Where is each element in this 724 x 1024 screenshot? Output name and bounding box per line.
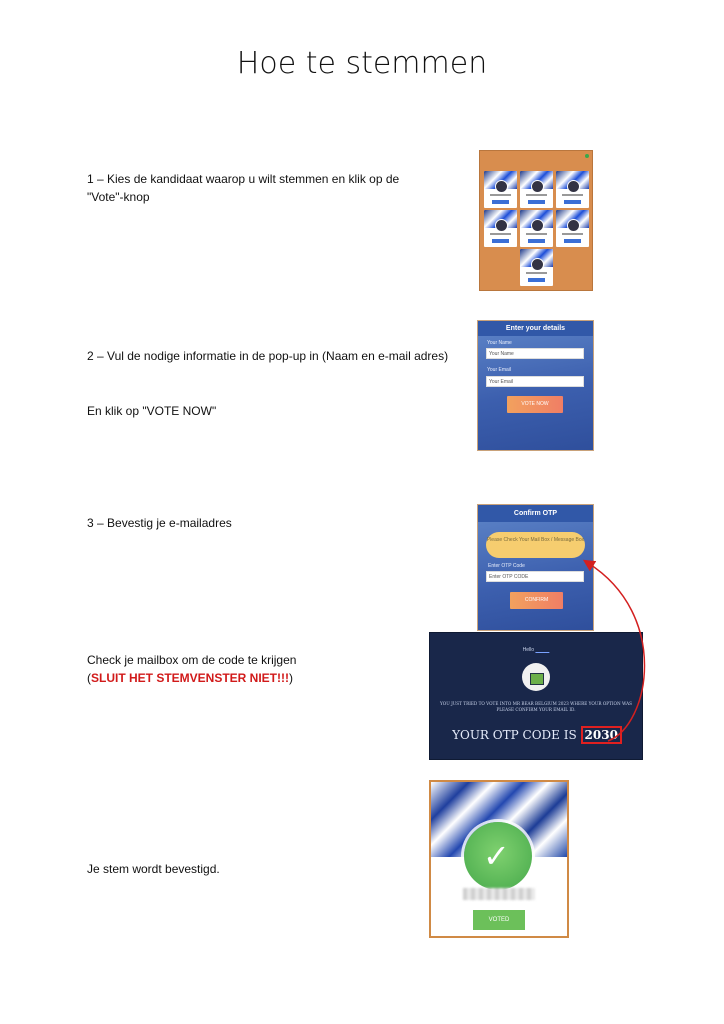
details-form-screenshot: [477, 320, 594, 451]
email-label: Your Email: [487, 367, 511, 373]
page-title: Hoe te stemmen: [236, 46, 488, 81]
step-1-line-2: "Vote"-knop: [87, 190, 150, 204]
step-4-text: [87, 651, 417, 687]
candidate-card: [556, 171, 589, 208]
candidate-card: [520, 171, 553, 208]
candidate-grid-screenshot: [479, 150, 593, 291]
vote-now-button[interactable]: VOTE NOW: [507, 396, 563, 413]
candidate-card: [520, 210, 553, 247]
step-1-text: [87, 170, 457, 206]
vote-confirmed-screenshot: [429, 780, 569, 938]
otp-code-text: YOUR OTP CODE IS: [452, 728, 577, 742]
step-4-line-1: Check je mailbox om de code te krijgen: [87, 653, 297, 667]
otp-code-value: 2030: [581, 726, 622, 744]
details-form-title: Enter your details: [478, 321, 593, 336]
name-field[interactable]: Your Name: [486, 348, 584, 359]
otp-form-title: Confirm OTP: [478, 505, 593, 522]
step-2-line-2: En klik op "VOTE NOW": [87, 404, 217, 418]
candidate-card: [520, 249, 553, 286]
otp-code-field[interactable]: Enter OTP CODE: [486, 571, 584, 582]
email-body: YOU JUST TRIED TO VOTE INTO MR BEAR BELGIUM 2023 WHERE YOUR OPTION WAS PLEASE CONFIRM YOUR EMAIL ID.: [440, 701, 632, 712]
name-label: Your Name: [487, 340, 512, 346]
ballot-box-icon: [522, 663, 550, 691]
status-dot: [585, 154, 589, 158]
candidate-card: [484, 171, 517, 208]
step-2-line-1: 2 – Vul de nodige informatie in de pop-up in (Naam en e-mail adres): [87, 349, 449, 363]
arrow-icon: [560, 555, 670, 755]
voted-button[interactable]: VOTED: [473, 910, 525, 930]
mailbox-notice: Please Check Your Mail Box / Message Box: [486, 532, 585, 558]
email-greeting: Hello: [522, 647, 535, 653]
step-1-line-1: 1 – Kies de kandidaat waarop u wilt stemmen en klik op de: [87, 172, 400, 186]
warning-text: SLUIT HET STEMVENSTER NIET!!!: [91, 671, 289, 685]
confirm-button[interactable]: CONFIRM: [510, 592, 563, 609]
candidate-card: [484, 210, 517, 247]
step-5-text: Je stem wordt bevestigd.: [87, 862, 220, 876]
close-paren: ): [289, 671, 293, 685]
step-4-line-2: [87, 669, 417, 687]
checkmark-icon: ✓: [483, 837, 510, 875]
otp-code-label: Enter OTP Code: [488, 563, 525, 569]
blurred-name: [463, 888, 535, 900]
step-3-text: 3 – Bevestig je e-mailadres: [87, 516, 232, 530]
email-field[interactable]: Your Email: [486, 376, 584, 387]
open-paren: (: [87, 671, 91, 685]
candidate-card: [556, 210, 589, 247]
